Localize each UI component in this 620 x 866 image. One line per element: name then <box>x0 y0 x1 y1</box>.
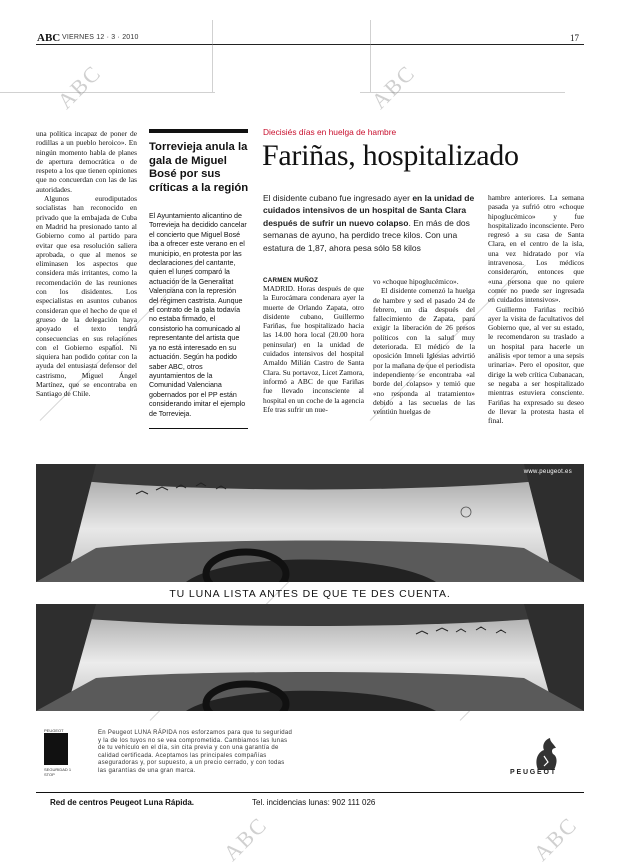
article-column-c <box>488 193 584 425</box>
article-title: Fariñas, hospitalizado <box>262 139 519 172</box>
article-column-a <box>263 284 364 414</box>
subtitle-tail: . En más de dos semanas de ayuno, ha perdido trece kilos. Con una estatura de 1,87, ahora pesa sólo 58 kilos <box>263 217 470 253</box>
watermark-abc: ABC <box>218 811 273 866</box>
article-kicker: Diecisiés días en huelga de hambre <box>263 127 397 137</box>
watermark-rule <box>370 20 371 92</box>
ad-body-text: En Peugeot LUNA RÁPIDA nos esforzamos para que tu seguridad y la de los tuyos no se vea comprometida. Cambiamos las lunas de tu vehículo en el día, sin cita previa y con una garantía de calidad certificada. Aceptamos las principales compañías aseguradoras y, por supuesto, a un precio cerrado, y con todas las garantías de una gran marca. <box>98 730 293 774</box>
sidebar-rule <box>149 428 248 429</box>
ad-footer-network: Red de centros Peugeot Luna Rápida. <box>50 798 195 807</box>
left-paragraph: una política incapaz de poner de rodillas a un pueblo heroico». En ningún momento habla de planes de apertura democrática o de respeto a los que tienen opiniones que no concuerdan con las de las autoridades. <box>36 129 137 194</box>
subtitle-bold: en la unidad de cuidados intensivos de un hospital de Santa Clara después de sufrir un nuevo colapso <box>263 193 475 228</box>
watermark-abc: ABC <box>366 59 421 114</box>
header-date: VIERNES 12 · 3 · 2010 <box>62 34 139 41</box>
left-paragraph: Algunos eurodiputados socialistas han reconocido en privado que la embajada de Cuba en Madrid ha presionado tanto al Gobierno como al partido para evitar que esa resolución saliera aprobada, o que al menos se eliminasen los aspectos que considera más irritantes, como la recomendación de las reuniones con los disidentes. Los especialistas en asuntos cubanos consideran que el hecho de que el grueso de la delegación haya apoyado el texto tendrá consecuencias en sus relaciones con el Gobierno español. Ni siquiera han podido contar con la ayuda del entusiasta defensor del castrismo, Miguel Ángel Martínez, que se encontraba en Santiago de Chile. <box>36 194 137 399</box>
sidebar-headline: Torrevieja anula la gala de Miguel Bosé por sus críticas a la región <box>149 141 249 194</box>
sidebar-body: El Ayuntamiento alicantino de Torrevieja ha decidido cancelar el concierto que Miguel Bosé iba a ofrecer este verano en el municipio, en protesta por las declaraciones del cantante, quien el lunes comparó la actuación de la Generalitat Valenciana con la represión del régimen castrista. Aunque el contrato de la gala todavía no estaba firmado, el consistorio ha comunicado al representante del artista que ya no está interesado en su actuación. Según ha podido saber ABC, otros ayuntamientos de la Comunidad Valenciana gobernados por el PP están considerando imitar el ejemplo de Torrevieja. <box>149 212 247 418</box>
peugeot-advertisement[interactable] <box>36 464 584 814</box>
article-paragraph: hambre anteriores. La semana pasada ya sufrió otro «choque hipoglucémico» y fue hospitalizado inconsciente. Pero regresó a su casa de Santa Clara, en el centro de la isla, una vez hidratado por vía intravenosa. Los médicos consideraron, entonces que «una persona que no quiere comer no puede ser ingresada en cuidados intensivos». <box>488 193 584 305</box>
article-subtitle <box>263 192 479 254</box>
header-rule <box>36 44 584 45</box>
watermark-rule <box>0 92 215 93</box>
ad-windshield-image-bottom <box>36 604 584 711</box>
ad-footer-phone[interactable]: Tel. incidencias lunas: 902 111 026 <box>252 798 376 807</box>
header-brand: ABC <box>37 32 61 44</box>
subtitle-lead: El disidente cubano fue ingresado ayer <box>263 193 413 203</box>
ad-brand-name: PEUGEOT <box>510 769 557 776</box>
article-paragraph: El disidente comenzó la huelga de hambre y sed el pasado 24 de febrero, un día después del fallecimiento de Zapata, para exigir la liberación de 26 presos políticos con la salud muy deteriorada. El médico de la oposición Imneli Iglesias advirtió por la mañana de que el periodista independiente se encontraba «al borde del colapso» y temió que «no responda al tratamiento» debido a las secuelas de las veintiún huelgas de <box>373 286 475 417</box>
ad-slogan: TU LUNA LISTA ANTES DE QUE TE DES CUENTA. <box>169 588 451 600</box>
article-paragraph: MADRID. Horas después de que la Eurocámara condenara ayer la muerte de Orlando Zapata, otro disidente cubano, Guillermo Fariñas, fue hospitalizado hacia las 14.00 hora local (20.00 hora peninsular) en la unidad de cuidados intensivos del hospital Arnaldo Milián Castro de Santa Clara. Su portavoz, Licet Zamora, informó a ABC de que Fariñas fue llevado inconsciente al hospital en un coche de la agencia Efe tras sufrir un nue- <box>263 284 364 414</box>
left-column <box>36 129 137 399</box>
ad-logo-caption: PEUGEOT <box>44 728 64 733</box>
ad-info <box>36 719 584 786</box>
ad-windshield-image-top <box>36 464 584 582</box>
article-byline: CARMEN MUÑOZ <box>263 277 319 284</box>
seguridad-logo <box>44 733 68 765</box>
watermark-rule <box>212 20 213 92</box>
ad-logo-text: SEGURIDAD 1 STOP <box>44 767 72 777</box>
page-number: 17 <box>570 33 579 43</box>
windshield-illustration <box>36 604 584 711</box>
peugeot-lion-icon <box>524 734 568 774</box>
windshield-illustration <box>36 464 584 582</box>
ad-footer-rule <box>36 792 584 793</box>
article-column-b <box>373 277 475 416</box>
article-paragraph: vo «choque hipoglucémico». <box>373 277 459 286</box>
ad-url[interactable]: www.peugeot.es <box>523 469 572 475</box>
watermark-abc: ABC <box>52 59 107 114</box>
watermark-abc: ABC <box>528 811 583 866</box>
sidebar-rule <box>149 129 248 133</box>
article-paragraph: Guillermo Fariñas recibió ayer la visita de facultativos del Gobierno que, al ver su estado, le recomendaron su traslado a un hospital para hacerle un análisis «por temor a una sepsis urinaria». Pero el opositor, que dirige la web crítica Cubanacan, se negaba a ser hospitalizado mientras estuviera consciente. Fariñas ha expresado su deseo de llevar la protesta hasta el final. <box>488 304 584 426</box>
